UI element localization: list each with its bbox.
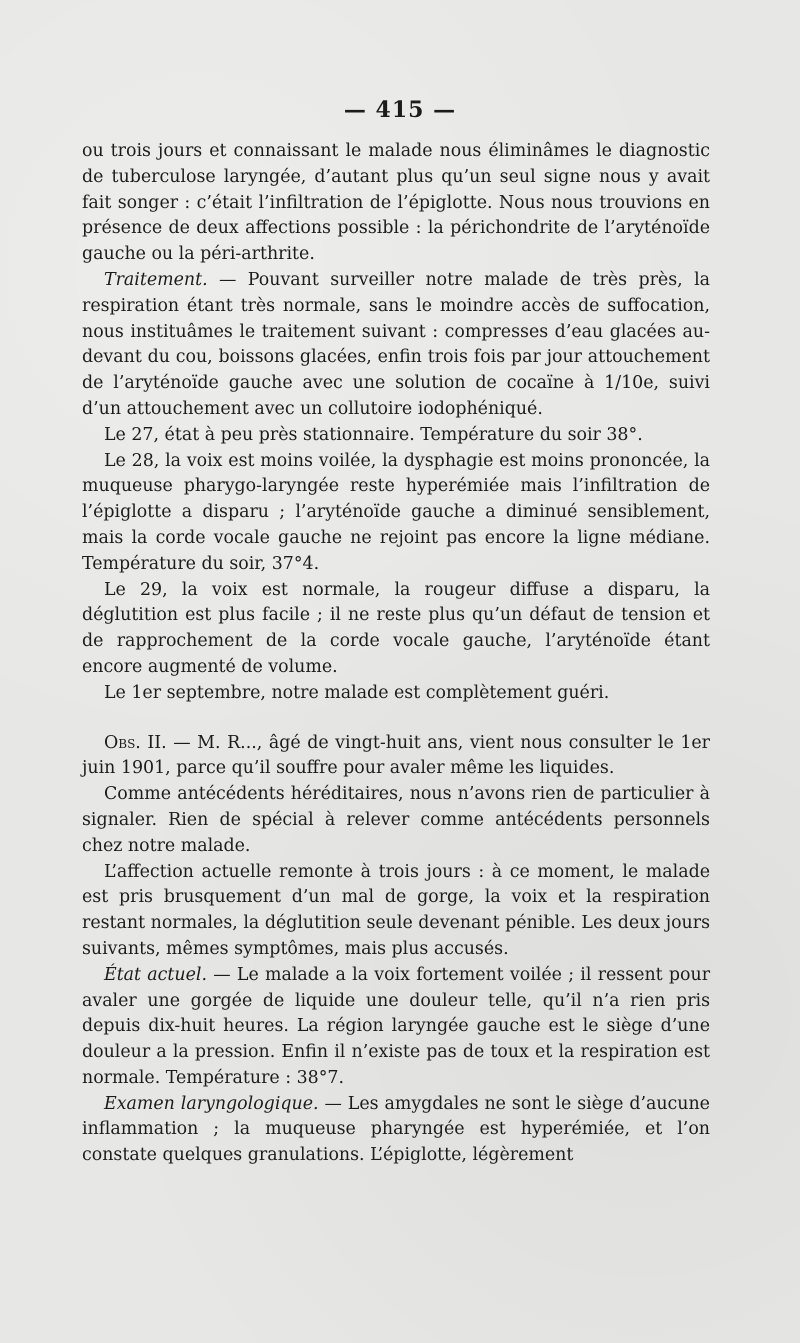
paragraph-le-27 — [82, 423, 710, 449]
paragraph-obs-ii — [82, 731, 710, 783]
paragraph-1er-septembre — [82, 681, 710, 707]
section-gap — [82, 707, 710, 731]
paragraph-1-text: ou trois jours et connaissant le malade nous éliminâmes le diagnostic de tuberculose laryngée, d’autant plus qu’un seul signe nous y avait fait songer : c’était l’infiltration de l’épiglotte. Nous nous trouvions en présence de deux affections possible : la périchondrite de l’aryténoïde gauche ou la péri-arthrite. — [82, 141, 710, 265]
paragraph-le-28 — [82, 449, 710, 578]
paragraph-1 — [82, 139, 710, 268]
paragraph-antecedents-text: Comme antécédents héréditaires, nous n’avons rien de particulier à signaler. Rien de spécial à relever comme antécédents personnels chez notre malade. — [82, 784, 710, 856]
paragraph-obs-ii-text: — M. R..., âgé de vingt-huit ans, vient nous consulter le 1er juin 1901, parce qu’il souffre pour avaler même les liquides. — [82, 732, 710, 779]
paragraph-etat-actuel-heading: État actuel. — [104, 964, 207, 985]
paragraph-traitement — [82, 268, 710, 423]
paragraph-examen-text: — Les amygdales ne sont le siège d’aucune inflammation ; la muqueuse pharyngée est hyperémiée, et l’on constate quelques granulations. L’épiglotte, légèrement — [82, 1093, 710, 1166]
paragraph-le-29 — [82, 578, 710, 681]
paragraph-1er-septembre-text: Le 1er septembre, notre malade est complètement guéri. — [104, 682, 610, 703]
page-body — [82, 139, 710, 1169]
paragraph-traitement-text: — Pouvant surveiller notre malade de très près, la respiration étant très normale, sans le moindre accès de suffocation, nous instituâmes le traitement suivant : compresses d’eau glacées au-devant du cou, boissons glacées, enfin trois fois par jour attouchement de l’aryténoïde gauche avec une solution de cocaïne à 1/10e, suivi d’un attouchement avec un collutoire iodophéniqué. — [82, 269, 710, 419]
paragraph-affection-text: L’affection actuelle remonte à trois jours : à ce moment, le malade est pris brusquement d’un mal de gorge, la voix et la respiration restant normales, la déglutition seule devenant pénible. Les deux jours suivants, mêmes symptômes, mais plus accusés. — [82, 861, 710, 959]
paragraph-antecedents — [82, 782, 710, 859]
page-number: — 415 — — [343, 97, 457, 123]
paragraph-etat-actuel — [82, 963, 710, 1092]
paragraph-etat-actuel-text: — Le malade a la voix fortement voilée ; il ressent pour avaler une gorgée de liquide une douleur telle, qu’il n’a rien pris depuis dix-huit heures. La région laryngée gauche est le siège d’une douleur a la pression. Enfin il n’existe pas de toux et la respiration est normale. Température : 38°7. — [82, 964, 711, 1088]
paragraph-le-28-text: Le 28, la voix est moins voilée, la dysphagie est moins prononcée, la muqueuse pharygo-laryngée reste hyperémiée mais l’infiltration de l’épiglotte a disparu ; l’aryténoïde gauche a diminué sensiblement, mais la corde vocale gauche ne rejoint pas encore la ligne médiane. Température du soir, 37°4. — [82, 450, 710, 574]
paragraph-traitement-heading: Traitement. — [104, 269, 208, 290]
paragraph-examen — [82, 1092, 710, 1169]
paragraph-affection — [82, 860, 710, 963]
paragraph-le-29-text: Le 29, la voix est normale, la rougeur diffuse a disparu, la déglutition est plus facile ; il ne reste plus qu’un défaut de tension et de rapprochement de la corde vocale gauche, l’aryténoïde étant encore augmenté de volume. — [82, 579, 710, 677]
paragraph-obs-ii-heading: Obs. II. — [104, 732, 167, 753]
paragraph-le-27-text: Le 27, état à peu près stationnaire. Température du soir 38°. — [104, 424, 643, 445]
paragraph-examen-heading: Examen laryngologique. — [104, 1093, 319, 1114]
